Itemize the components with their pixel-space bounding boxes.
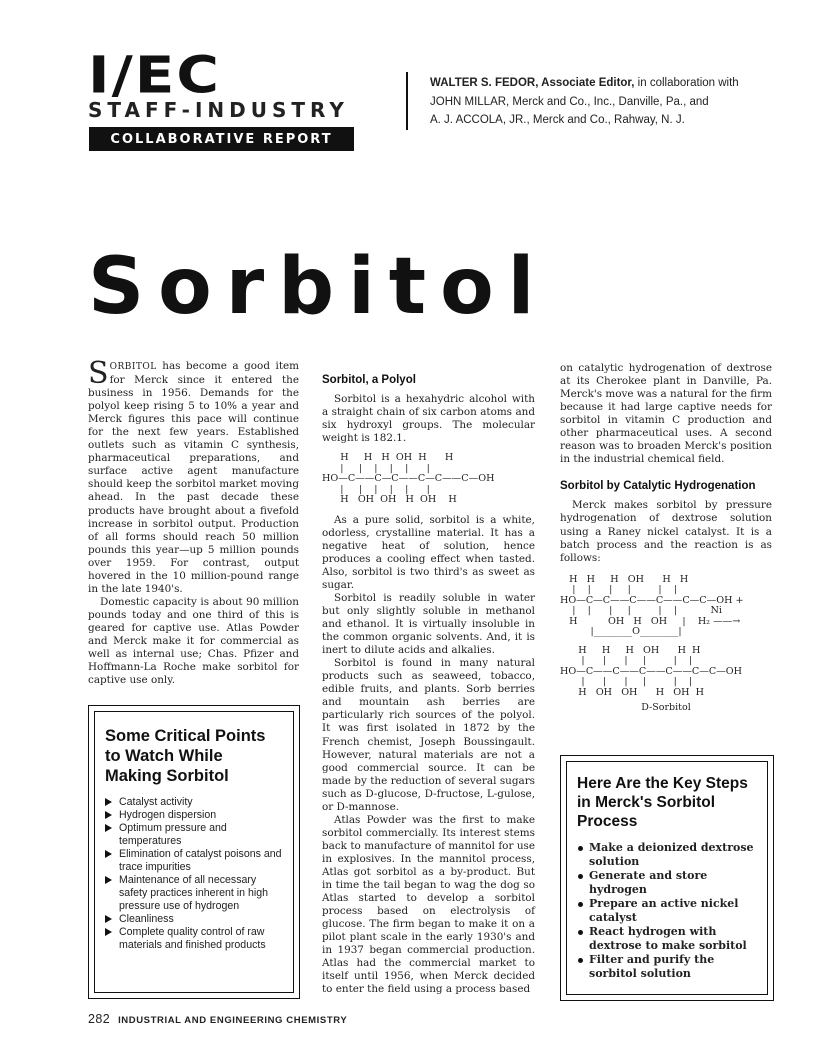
critical-points-heading: Some Critical Points to Watch While Making Sorbitol [105, 727, 266, 785]
key-steps-heading: Here Are the Key Steps in Merck's Sorbitol Process [577, 775, 748, 830]
triangle-bullet-icon [105, 811, 112, 819]
list-item: Generate and store hydrogen [577, 869, 757, 896]
triangle-bullet-icon [105, 928, 112, 936]
sorbitol-structure-formula: H H H OH H H | | | | | | HO—C——C—C——C—C——C—OH | | | | | | H OH OH H OH H [322, 452, 495, 506]
paragraph: on catalytic hydrogenation of dextrose at its Cherokee plant in Danville, Pa. Merck's move was a natural for the firm because it had large captive needs for sorbitol in vitamin C production and other pharmaceutical uses. A second reason was to broaden Merck's position in the industrial chemical field. [560, 362, 772, 466]
triangle-bullet-icon [105, 915, 112, 923]
paragraph: Atlas Powder was the first to make sorbitol commercially. Its interest stems back to manufacture of mannitol for use in explosives. In the mannitol process, Atlas got sorbitol as a by-product. But in time the tail began to wag the dog so Atlas started to develop a sorbitol process based on electrolysis of glucose. The firm began to make it on a pilot plant scale in the early 1930's and in 1937 began commercial production. Atlas had the commercial market to itself until 1956, when Merck decided to enter the field using a process based [322, 813, 535, 996]
lead-word: ORBITOL [109, 362, 157, 372]
author-block [430, 74, 739, 130]
list-item: Catalyst activity [105, 796, 283, 809]
list-item: Make a deionized dextrose solution [577, 841, 757, 868]
paragraph: Domestic capacity is about 90 million pounds today and one third of this is geared for captive use. Atlas Powder and Merck make it for commercial as well as internal use; Chas. Pfizer and Hoffmann-La Roche make sorbitol for captive use only. [88, 595, 299, 687]
intro-paragraph [88, 356, 299, 596]
paragraph: Sorbitol is a hexahydric alcohol with a straight chain of six carbon atoms and six hydroxyl groups. The molecular weight is 182.1. [322, 393, 535, 445]
page-footer [88, 1012, 347, 1026]
article-title: Sorbitol [88, 242, 549, 332]
sorbitol-product-formula: H H H OH H H | | | | | | HO—C——C——C——C——C—C—OH | | | | | | H OH OH H OH H [560, 644, 743, 698]
intro-text: has become a good item for Merck since it entered the business in 1956. Demands for the polyol keep rising 5 to 10% a year and Merck figures this pace will continue for the next few years. Established outlets such as vitamin C synthesis, pharmaceutical preparations, and surface active agent manufacture should keep the sorbitol market moving ahead. In the past decade these products have brought about a fivefold increase in sorbitol output. Production of all forms should reach 50 million pounds this year—up 5 million pounds over 1959. For contrast, output hovered in the 10 million-pound range in the late 1940's. [88, 360, 299, 595]
author-line-1 [430, 74, 739, 93]
associate-editor: WALTER S. FEDOR, Associate Editor, [430, 77, 635, 89]
section-heading-polyol: Sorbitol, a Polyol [322, 374, 416, 386]
key-steps-list [577, 841, 757, 980]
list-item: Hydrogen dispersion [105, 809, 283, 822]
triangle-bullet-icon [105, 824, 112, 832]
author-line-2: JOHN MILLAR, Merck and Co., Inc., Danville, Pa., and [430, 95, 709, 108]
critical-points-box [88, 705, 300, 999]
masthead-divider [406, 72, 408, 130]
bullet-icon [578, 874, 583, 879]
list-item: Filter and purify the sorbitol solution [577, 953, 757, 980]
list-item: Optimum pressure and temperatures [105, 822, 283, 848]
bullet-icon [578, 958, 583, 963]
iec-logo: I/EC [88, 45, 221, 105]
product-label: D-Sorbitol [641, 702, 691, 714]
list-item: Maintenance of all necessary safety practices inherent in high pressure use of hydrogen [105, 874, 283, 913]
paragraph: Sorbitol is found in many natural products such as seaweed, tobacco, edible fruits, and plants. Sorb berries and mountain ash berries are particularly rich sources of the polyol. It was first isolated in 1872 by the French chemist, Joseph Boussingault. However, natural materials are not a good commercial source. It can be made by the reduction of several sugars such as D-glucose, D-fructose, L-gulose, or D-mannose. [322, 657, 535, 813]
list-item: Cleanliness [105, 913, 283, 926]
triangle-bullet-icon [105, 850, 112, 858]
list-item: Elimination of catalyst poisons and trace impurities [105, 848, 283, 874]
list-item: Complete quality control of raw materials and finished products [105, 926, 283, 952]
bullet-icon [578, 846, 583, 851]
paragraph: Merck makes sorbitol by pressure hydrogenation of dextrose solution using a Raney nickel catalyst. It is a batch process and the reaction is as follows: [560, 499, 772, 564]
bullet-icon [578, 930, 583, 935]
column-3 [560, 362, 772, 714]
collaborative-report-banner: COLLABORATIVE REPORT [89, 127, 354, 151]
list-item: React hydrogen with dextrose to make sorbitol [577, 925, 757, 952]
dextrose-reaction-formula: H H H OH H H | | | | | | HO—C—C——C——C——C—C—OH + | | | | | | Ni H OH H OH | H₂ ——→ |________O________| [560, 573, 744, 638]
drop-cap: S [88, 356, 109, 391]
paragraph: As a pure solid, sorbitol is a white, odorless, crystalline material. It has a negative heat of solution, hence produces a cooling effect when tasted. Also, sorbitol is two third's as sweet as sugar. [322, 513, 535, 591]
section-heading-hydrogenation: Sorbitol by Catalytic Hydrogenation [560, 480, 756, 493]
list-item: Prepare an active nickel catalyst [577, 897, 757, 924]
staff-industry-label: STAFF-INDUSTRY [88, 98, 349, 122]
triangle-bullet-icon [105, 876, 112, 884]
paragraph: Sorbitol is readily soluble in water but only slightly soluble in methanol and ethanol. It is virtually insoluble in the common organic solvents. And, it is inert to dilute acids and alkalies. [322, 592, 535, 657]
column-2 [322, 374, 535, 996]
author-line-3: A. J. ACCOLA, JR., Merck and Co., Rahway, N. J. [430, 114, 685, 126]
column-1 [88, 356, 299, 687]
page-number: 282 [88, 1012, 111, 1026]
bullet-icon [578, 902, 583, 907]
collaboration-note: in collaboration with [634, 77, 739, 89]
critical-points-list [105, 796, 283, 952]
key-steps-box [560, 755, 774, 1001]
triangle-bullet-icon [105, 798, 112, 806]
journal-name: INDUSTRIAL AND ENGINEERING CHEMISTRY [118, 1015, 348, 1026]
